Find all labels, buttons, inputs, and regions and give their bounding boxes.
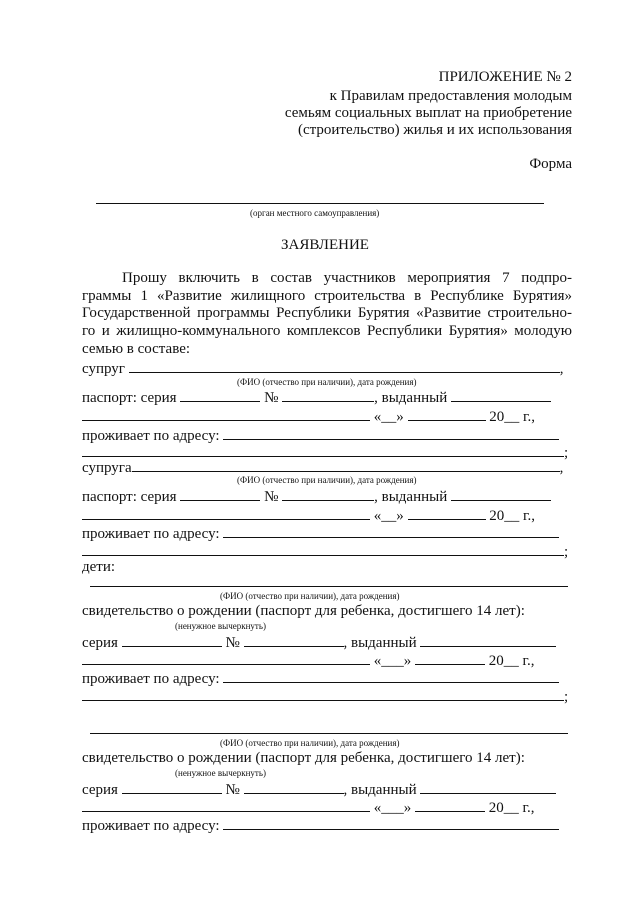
child2-issued-by-field[interactable] bbox=[420, 781, 556, 794]
child2-number-field[interactable] bbox=[244, 781, 344, 794]
child1-address-row-2 bbox=[82, 688, 572, 706]
wife-fio-field[interactable] bbox=[132, 459, 560, 472]
address-label: проживает по адресу: bbox=[82, 428, 220, 444]
husband-issued-by-field[interactable] bbox=[451, 389, 551, 402]
child2-address-row bbox=[82, 817, 572, 835]
husband-issued-date-row bbox=[82, 408, 572, 426]
year-label[interactable]: 20__ г., bbox=[489, 508, 535, 524]
address-label: проживает по адресу: bbox=[82, 671, 220, 687]
children-label: дети: bbox=[82, 559, 116, 575]
children-label-row bbox=[82, 559, 572, 576]
child1-number-field[interactable] bbox=[244, 634, 344, 647]
date-quote[interactable]: «___» bbox=[373, 653, 412, 669]
child2-issued-by-field-2[interactable] bbox=[82, 799, 370, 812]
appendix-line-1: к Правилам предоставления молодым bbox=[329, 88, 572, 104]
birth-cert-label: свидетельство о рождении (паспорт для ребенка, достигшего 14 лет): bbox=[82, 750, 525, 766]
date-quote[interactable]: «__» bbox=[373, 409, 404, 425]
wife-fio-caption: (ФИО (отчество при наличии), дата рождения) bbox=[237, 475, 417, 485]
comma: , bbox=[559, 361, 564, 377]
series-label: серия bbox=[82, 782, 118, 798]
child2-issued-date-row bbox=[82, 799, 572, 817]
husband-row bbox=[82, 360, 572, 378]
series-label: серия bbox=[82, 635, 118, 651]
child1-issued-date-row bbox=[82, 652, 572, 670]
number-sign: № bbox=[225, 635, 240, 651]
child1-issued-by-field-2[interactable] bbox=[82, 652, 370, 665]
wife-passport-number-field[interactable] bbox=[282, 488, 374, 501]
intro-line-4: го и жилищно-коммунального комплексов Республики Бурятия» молодую bbox=[82, 323, 572, 339]
comma: , bbox=[559, 460, 564, 476]
child1-fio-field[interactable] bbox=[90, 586, 568, 587]
wife-issued-by-field-2[interactable] bbox=[82, 507, 370, 520]
child2-series-field[interactable] bbox=[122, 781, 222, 794]
husband-fio-caption: (ФИО (отчество при наличии), дата рождения) bbox=[237, 377, 417, 387]
date-quote[interactable]: «__» bbox=[373, 508, 404, 524]
child2-address-field[interactable] bbox=[223, 817, 559, 830]
year-label[interactable]: 20__ г., bbox=[489, 409, 535, 425]
authority-caption: (орган местного самоуправления) bbox=[250, 208, 380, 218]
child1-issued-month-field[interactable] bbox=[415, 652, 485, 665]
husband-issued-month-field[interactable] bbox=[408, 408, 486, 421]
child2-strike-note: (ненужное вычеркнуть) bbox=[175, 768, 266, 778]
passport-series-label: паспорт: серия bbox=[82, 489, 177, 505]
husband-passport-row bbox=[82, 389, 572, 407]
year-label[interactable]: 20__ г., bbox=[488, 653, 535, 669]
semicolon: ; bbox=[564, 689, 569, 705]
husband-label: супруг bbox=[82, 361, 125, 377]
semicolon: ; bbox=[564, 544, 569, 560]
child2-fio-caption: (ФИО (отчество при наличии), дата рождения) bbox=[220, 738, 400, 748]
wife-address-row bbox=[82, 525, 572, 543]
child2-birth-cert-row bbox=[82, 750, 572, 767]
husband-address-field[interactable] bbox=[223, 427, 559, 440]
address-label: проживает по адресу: bbox=[82, 818, 220, 834]
number-sign: № bbox=[225, 782, 240, 798]
child2-series-row bbox=[82, 781, 572, 799]
year-label[interactable]: 20__ г., bbox=[488, 800, 535, 816]
address-label: проживает по адресу: bbox=[82, 526, 220, 542]
child1-series-field[interactable] bbox=[122, 634, 222, 647]
child1-birth-cert-row bbox=[82, 603, 572, 620]
issued-label: , выданный bbox=[343, 635, 417, 651]
date-quote[interactable]: «___» bbox=[373, 800, 412, 816]
passport-series-label: паспорт: серия bbox=[82, 390, 177, 406]
child1-issued-by-field[interactable] bbox=[420, 634, 556, 647]
birth-cert-label: свидетельство о рождении (паспорт для ребенка, достигшего 14 лет): bbox=[82, 603, 525, 619]
wife-passport-row bbox=[82, 488, 572, 506]
issued-label: , выданный bbox=[374, 489, 448, 505]
child1-strike-note: (ненужное вычеркнуть) bbox=[175, 621, 266, 631]
issued-label: , выданный bbox=[374, 390, 448, 406]
wife-issued-by-field[interactable] bbox=[451, 488, 551, 501]
appendix-number: ПРИЛОЖЕНИЕ № 2 bbox=[438, 69, 572, 85]
wife-issued-date-row bbox=[82, 507, 572, 525]
husband-fio-field[interactable] bbox=[129, 360, 560, 373]
child1-address-row bbox=[82, 670, 572, 688]
document-title: ЗАЯВЛЕНИЕ bbox=[281, 237, 369, 253]
wife-address-field[interactable] bbox=[223, 525, 559, 538]
intro-line-3: Государственной программы Республики Бурятия «Развитие строительно- bbox=[82, 305, 572, 321]
number-sign: № bbox=[264, 390, 279, 406]
child1-fio-caption: (ФИО (отчество при наличии), дата рождения) bbox=[220, 591, 400, 601]
husband-passport-series-field[interactable] bbox=[180, 389, 260, 402]
child1-address-field-2[interactable] bbox=[82, 688, 564, 701]
intro-line-2: граммы 1 «Развитие жилищного строительства в Республике Бурятия» bbox=[82, 288, 572, 304]
wife-address-field-2[interactable] bbox=[82, 543, 564, 556]
wife-label: супруга bbox=[82, 460, 132, 476]
appendix-line-2: семьям социальных выплат на приобретение bbox=[284, 105, 572, 121]
child1-address-field[interactable] bbox=[223, 670, 559, 683]
husband-address-row bbox=[82, 427, 572, 445]
husband-address-field-2[interactable] bbox=[82, 444, 564, 457]
issued-label: , выданный bbox=[343, 782, 417, 798]
husband-issued-by-field-2[interactable] bbox=[82, 408, 370, 421]
intro-line-5: семью в составе: bbox=[82, 341, 191, 357]
husband-passport-number-field[interactable] bbox=[282, 389, 374, 402]
wife-issued-month-field[interactable] bbox=[408, 507, 486, 520]
semicolon: ; bbox=[564, 445, 569, 461]
form-label: Форма bbox=[529, 156, 572, 172]
intro-line-1: Прошу включить в состав участников мероприятия 7 подпро- bbox=[122, 270, 572, 286]
number-sign: № bbox=[264, 489, 279, 505]
appendix-line-3: (строительство) жилья и их использования bbox=[298, 122, 572, 138]
child2-fio-field[interactable] bbox=[90, 733, 568, 734]
child2-issued-month-field[interactable] bbox=[415, 799, 485, 812]
child1-series-row bbox=[82, 634, 572, 652]
authority-field[interactable] bbox=[96, 203, 544, 204]
wife-passport-series-field[interactable] bbox=[180, 488, 260, 501]
